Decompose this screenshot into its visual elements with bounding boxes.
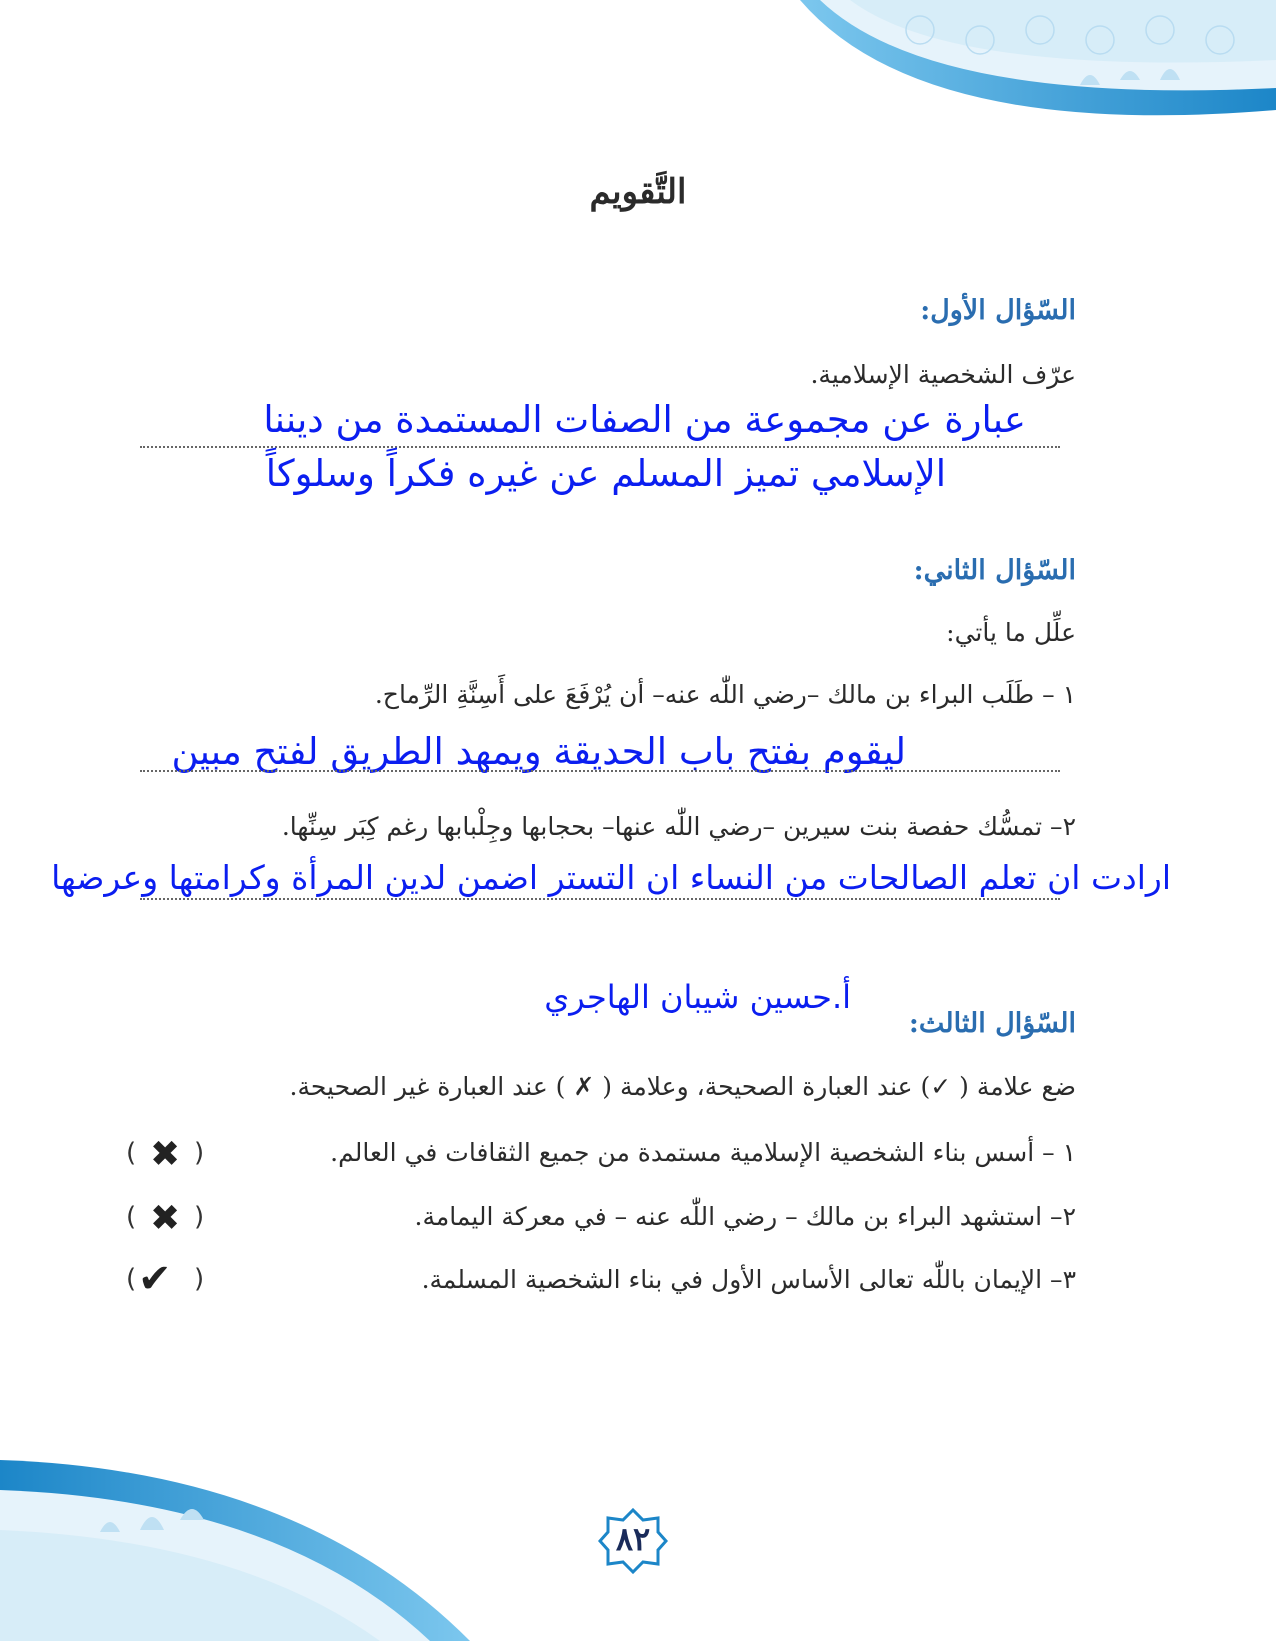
top-corner-decoration	[780, 0, 1276, 140]
x-mark-icon: ✖	[150, 1134, 181, 1175]
handwritten-teacher-name: أ.حسين شيبان الهاجري	[544, 978, 851, 1016]
open-paren: (	[126, 1264, 137, 1294]
answer-dotted-line	[140, 898, 1060, 900]
check-mark-icon: ✔	[138, 1256, 172, 1302]
true-false-statement-2: ٢– استشهد البراء بن مالك – رضي اللّٰه عنه – في معركة اليمامة.	[414, 1202, 1076, 1231]
page-number: ٨٢	[615, 1520, 651, 1558]
close-paren: )	[194, 1264, 205, 1294]
open-paren: (	[126, 1138, 137, 1168]
x-mark-icon: ✖	[150, 1198, 181, 1239]
answer-dotted-line	[140, 446, 1060, 448]
question-2-answer-2[interactable]: ارادت ان تعلم الصالحات من النساء ان التستر اضمن لدين المرأة وكرامتها وعرضها	[51, 858, 1171, 897]
open-paren: (	[126, 1202, 137, 1232]
bottom-corner-decoration	[0, 1420, 480, 1641]
question-2-item-1: ١ – طَلَب البراء بن مالك –رضي اللّٰه عنه– أن يُرْفَعَ على أَسِنَّةِ الرِّماح.	[374, 680, 1076, 709]
answer-dotted-line	[140, 770, 1060, 772]
close-paren: )	[194, 1202, 205, 1232]
question-1-heading: السّؤال الأول:	[920, 295, 1076, 326]
page-title: التَّقويم	[589, 172, 687, 212]
answer-slot-1[interactable]	[124, 1134, 210, 1178]
question-2-heading: السّؤال الثاني:	[913, 555, 1076, 586]
question-2-answer-1[interactable]: ليقوم بفتح باب الحديقة ويمهد الطريق لفتح مبين	[171, 730, 906, 773]
question-3-heading: السّؤال الثالث:	[908, 1008, 1076, 1039]
question-1-prompt: عرّف الشخصية الإسلامية.	[810, 360, 1076, 389]
answer-slot-3[interactable]	[124, 1256, 210, 1306]
question-1-answer-line2[interactable]: الإسلامي تميز المسلم عن غيره فكراً وسلوكاً	[265, 452, 946, 495]
question-1-answer-line1[interactable]: عبارة عن مجموعة من الصفات المستمدة من ديننا	[263, 398, 1026, 441]
true-false-statement-1: ١ – أسس بناء الشخصية الإسلامية مستمدة من جميع الثقافات في العالم.	[330, 1138, 1076, 1167]
answer-slot-2[interactable]	[124, 1198, 210, 1242]
close-paren: )	[194, 1138, 205, 1168]
question-2-prompt: علِّل ما يأتي:	[946, 618, 1076, 647]
question-2-item-2: ٢– تمسُّك حفصة بنت سيرين –رضي اللّٰه عنها– بحجابها وجِلْبابها رغم كِبَر سِنِّها.	[281, 812, 1076, 841]
question-3-instruction: ضع علامة ( ✓) عند العبارة الصحيحة، وعلامة ( ✗ ) عند العبارة غير الصحيحة.	[289, 1072, 1076, 1101]
true-false-statement-3: ٣– الإيمان باللّٰه تعالى الأساس الأول في بناء الشخصية المسلمة.	[421, 1265, 1076, 1294]
